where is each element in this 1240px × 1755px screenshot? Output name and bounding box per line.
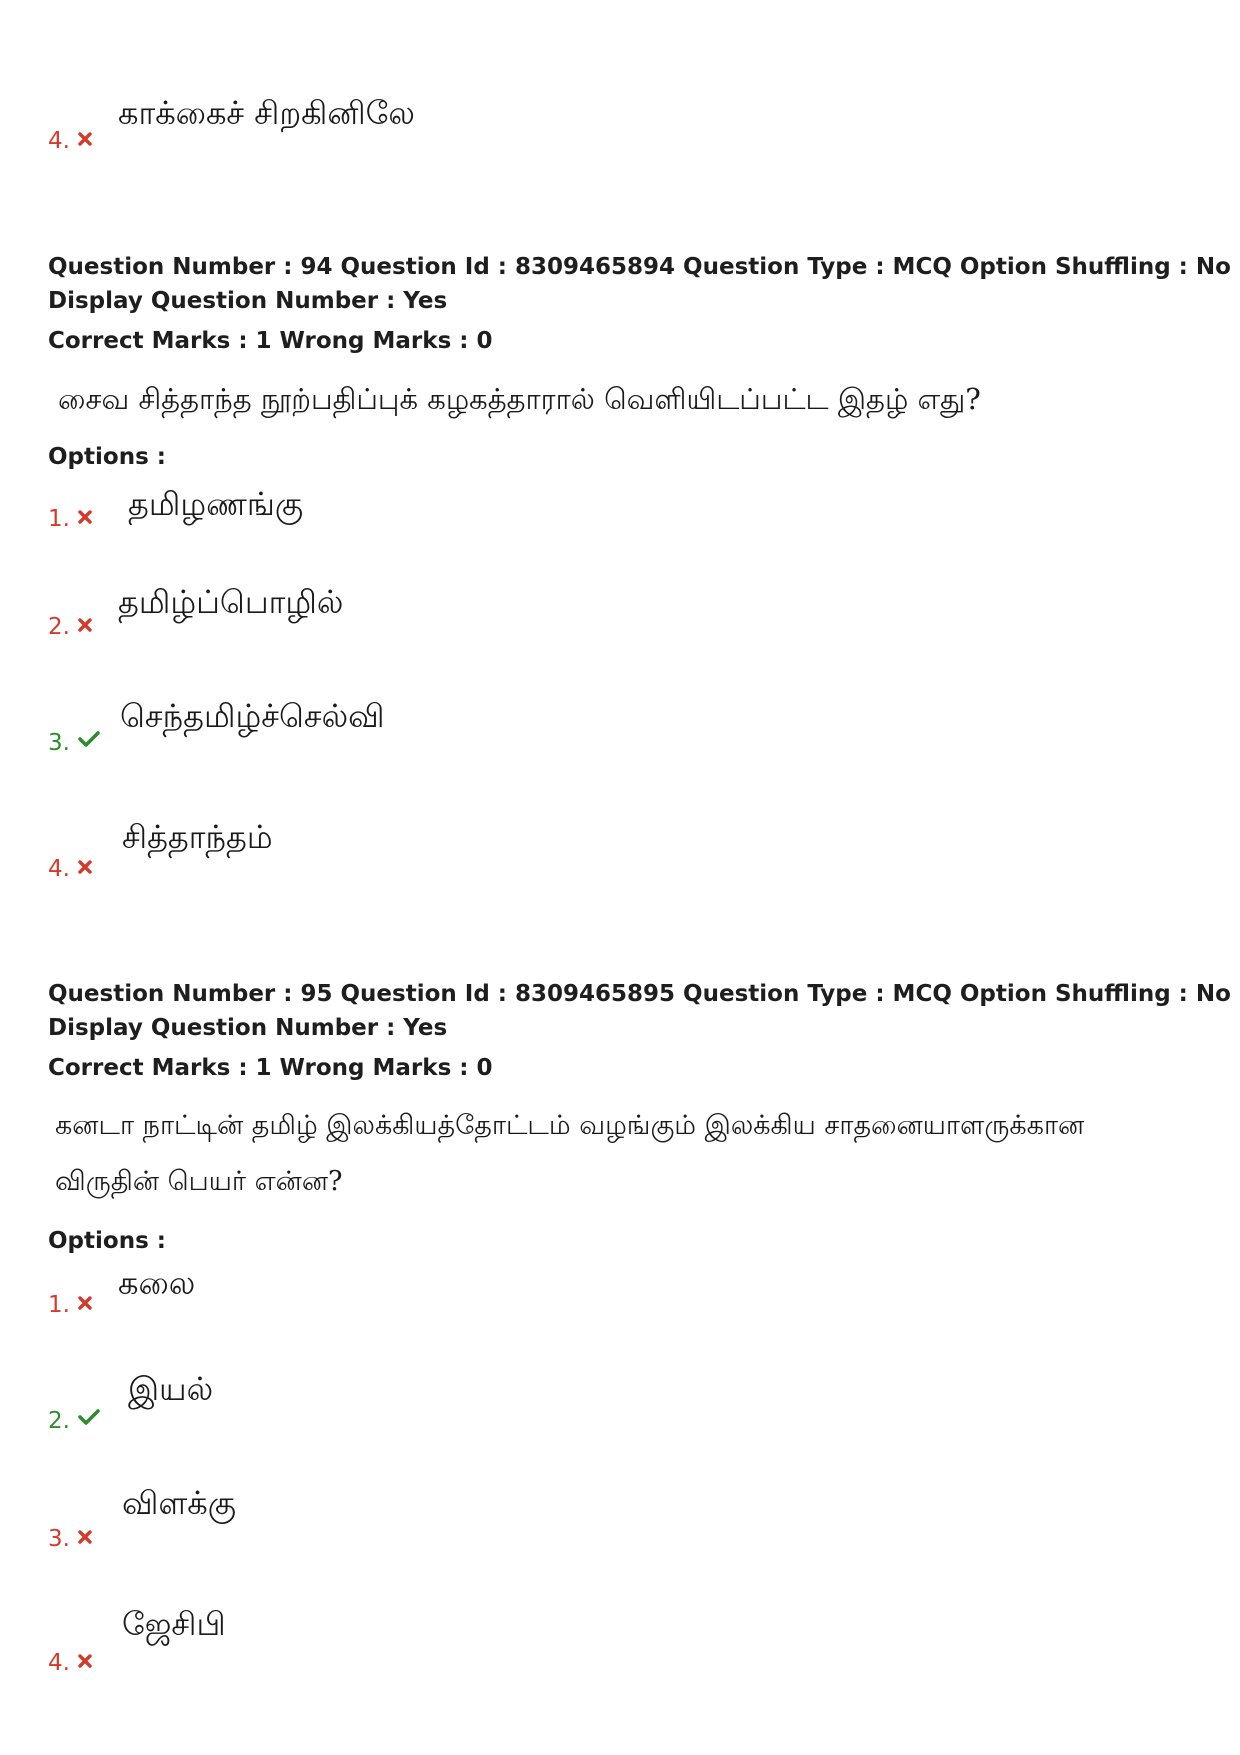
option-text: காக்கைச் சிறகினிலே	[118, 94, 415, 132]
marks-line: Correct Marks : 1 Wrong Marks : 0	[48, 1055, 493, 1081]
marks-line: Correct Marks : 1 Wrong Marks : 0	[48, 328, 493, 354]
question-text-line-1: கனடா நாட்டின் தமிழ் இலக்கியத்தோட்டம் வழங்கும் இலக்கிய சாதனையாளருக்கான	[55, 1110, 1085, 1141]
cross-icon	[78, 504, 92, 530]
option-number: 1.	[48, 506, 92, 532]
option-number: 1.	[48, 1292, 92, 1318]
option-number: 4.	[48, 856, 92, 882]
option-text: செந்தமிழ்ச்செல்வி	[120, 697, 385, 735]
option-number: 3.	[48, 730, 100, 756]
cross-icon	[78, 1524, 92, 1550]
check-icon	[78, 728, 100, 754]
option-text: சித்தாந்தம்	[122, 818, 273, 856]
option-text: இயல்	[128, 1370, 214, 1408]
cross-icon	[78, 1648, 92, 1674]
option-number: 4.	[48, 1650, 92, 1676]
option-text: ஜேசிபி	[122, 1605, 226, 1643]
question-meta-line: Question Number : 94 Question Id : 8309465894 Question Type : MCQ Option Shuffling : No	[48, 254, 1231, 280]
cross-icon	[78, 126, 92, 152]
check-icon	[78, 1406, 100, 1432]
cross-icon	[78, 854, 92, 880]
option-number: 3.	[48, 1526, 92, 1552]
question-text-line-2: விருதின் பெயர் என்ன?	[55, 1166, 343, 1197]
question-meta-line: Question Number : 95 Question Id : 8309465895 Question Type : MCQ Option Shuffling : No	[48, 981, 1231, 1007]
option-text: விளக்கு	[122, 1484, 236, 1522]
options-label: Options :	[48, 1228, 166, 1254]
option-text: கலை	[118, 1264, 196, 1302]
option-number: 2.	[48, 1408, 100, 1434]
display-question-number: Display Question Number : Yes	[48, 1015, 448, 1041]
display-question-number: Display Question Number : Yes	[48, 288, 448, 314]
options-label: Options :	[48, 444, 166, 470]
option-number: 4.	[48, 128, 92, 154]
option-number: 2.	[48, 614, 92, 640]
cross-icon	[78, 1290, 92, 1316]
option-text: தமிழணங்கு	[128, 485, 304, 523]
question-text: சைவ சித்தாந்த நூற்பதிப்புக் கழகத்தாரால் வெளியிடப்பட்ட இதழ் எது?	[58, 382, 981, 416]
option-text: தமிழ்ப்பொழில்	[118, 583, 344, 621]
cross-icon	[78, 612, 92, 638]
